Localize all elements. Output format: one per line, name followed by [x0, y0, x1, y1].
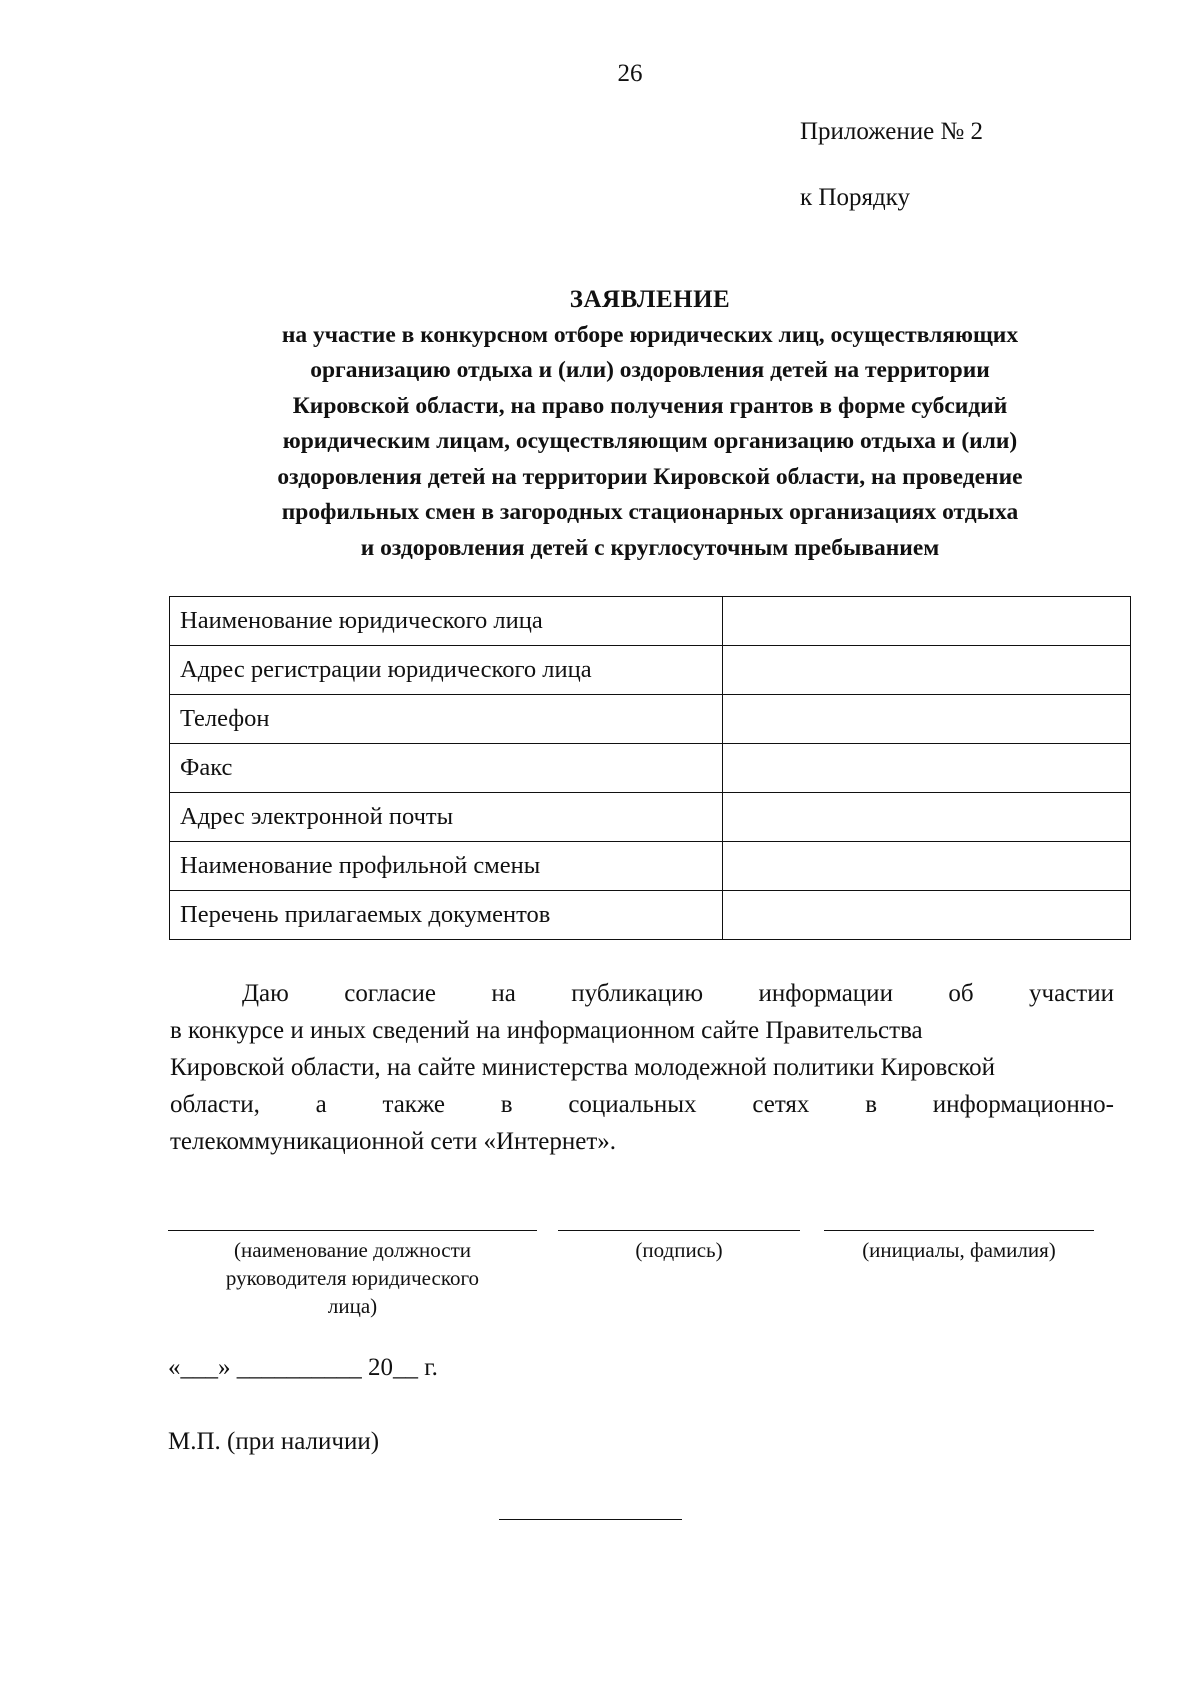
row-value-shift-name[interactable] — [723, 842, 1131, 891]
row-value-attached-documents[interactable] — [723, 891, 1131, 940]
title-line: профильных смен в загородных стационарных организациях отдыха — [281, 499, 1019, 525]
appendix-reference: к Порядку — [800, 184, 910, 211]
consent-paragraph — [170, 975, 1114, 1160]
consent-line: Даю согласие на публикацию информации об участии — [242, 980, 1114, 1007]
row-label-registration-address: Адрес регистрации юридического лица — [170, 646, 723, 695]
row-label-attached-documents: Перечень прилагаемых документов — [170, 891, 723, 940]
consent-line: телекоммуникационной сети «Интернет». — [170, 1128, 617, 1155]
table-row — [170, 842, 1131, 891]
position-caption: (наименование должности руководителя юридического лица) — [225, 1238, 480, 1318]
document-title — [150, 282, 1150, 566]
title-line: организацию отдыха и (или) оздоровления детей на территории — [310, 357, 990, 383]
signature-line[interactable] — [558, 1230, 800, 1231]
title-line: и оздоровления детей с круглосуточным пребыванием — [360, 534, 940, 561]
appendix-number: Приложение № 2 — [800, 118, 984, 145]
row-label-legal-entity-name: Наименование юридического лица — [170, 597, 723, 646]
row-value-legal-entity-name[interactable] — [723, 597, 1131, 646]
row-value-email[interactable] — [723, 793, 1131, 842]
table-row — [170, 744, 1131, 793]
row-value-fax[interactable] — [723, 744, 1131, 793]
title-main: ЗАЯВЛЕНИЕ — [569, 286, 731, 313]
position-signature-line[interactable] — [168, 1230, 537, 1231]
signature-caption: (подпись) — [635, 1238, 723, 1262]
table-row — [170, 891, 1131, 940]
row-label-shift-name: Наименование профильной смены — [170, 842, 723, 891]
table-row — [170, 695, 1131, 744]
stamp-placeholder: М.П. (при наличии) — [168, 1428, 380, 1455]
row-value-phone[interactable] — [723, 695, 1131, 744]
title-line: на участие в конкурсном отборе юридических лиц, осуществляющих — [281, 321, 1019, 348]
applicant-info-table — [169, 596, 1131, 940]
row-label-phone: Телефон — [170, 695, 723, 744]
table-row — [170, 646, 1131, 695]
row-value-registration-address[interactable] — [723, 646, 1131, 695]
table-row — [170, 597, 1131, 646]
name-caption: (инициалы, фамилия) — [862, 1238, 1056, 1262]
table-row — [170, 793, 1131, 842]
title-line: Кировской области, на право получения грантов в форме субсидий — [292, 392, 1008, 419]
name-signature-line[interactable] — [824, 1230, 1094, 1231]
row-label-fax: Факс — [170, 744, 723, 793]
consent-line: области, а также в социальных сетях в информационно- — [170, 1091, 1114, 1118]
date-line[interactable]: «___» __________ 20__ г. — [168, 1354, 438, 1381]
end-divider — [499, 1519, 682, 1520]
consent-line: в конкурсе и иных сведений на информационном сайте Правительства — [170, 1017, 923, 1044]
title-line: оздоровления детей на территории Кировской области, на проведение — [277, 463, 1023, 490]
title-line: юридическим лицам, осуществляющим организацию отдыха и (или) — [282, 428, 1018, 454]
consent-line: Кировской области, на сайте министерства молодежной политики Кировской — [170, 1054, 996, 1081]
page-number: 26 — [617, 60, 643, 87]
row-label-email: Адрес электронной почты — [170, 793, 723, 842]
